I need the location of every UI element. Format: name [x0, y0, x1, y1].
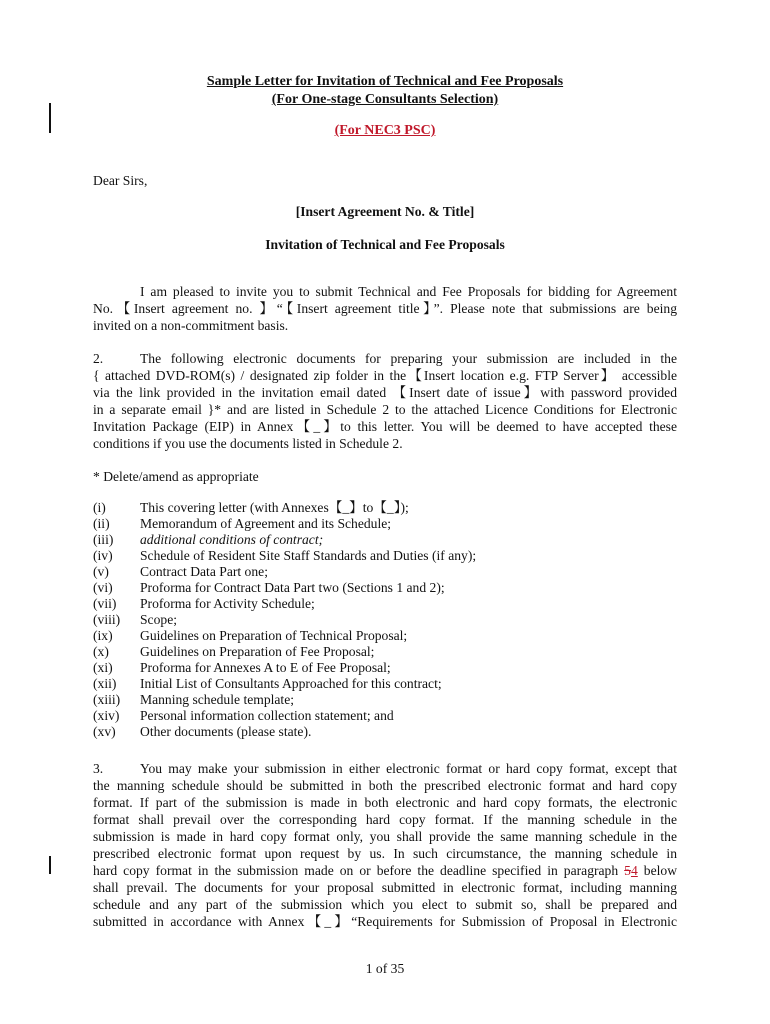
para3-line: schedule and any part of the submission which you elect to submit so, shall be prepared and [93, 897, 677, 912]
list-item-text: additional conditions of contract; [140, 532, 324, 547]
para2-line: Invitation Package (EIP) in Annex【_】to this letter. You will be deemed to have accepted these [93, 419, 677, 434]
list-item-number: (iii) [93, 532, 114, 547]
list-item-number: (vii) [93, 596, 117, 611]
para3-line-text: hard copy format in the submission made on or before the deadline specified in paragraph [93, 863, 625, 878]
list-item-text: Guidelines on Preparation of Fee Proposal; [140, 644, 375, 659]
para2-number: 2. [93, 351, 104, 366]
list-item-number: (viii) [93, 612, 121, 627]
para2-line: The following electronic documents for preparing your submission are included in the [140, 351, 677, 366]
list-item-number: (xiv) [93, 708, 120, 723]
title-line-3: (For NEC3 PSC) [334, 123, 436, 138]
struck-paragraph-number: 5 [624, 863, 631, 878]
para2-line: in a separate email }* and are listed in Schedule 2 to the attached Licence Conditions for Electronic [93, 402, 677, 417]
delete-amend-note: * Delete/amend as appropriate [93, 469, 259, 484]
paragraph-2 [93, 350, 677, 452]
para3-number: 3. [93, 761, 104, 776]
inserted-paragraph-number: 4 [630, 863, 638, 878]
title-line-1: Sample Letter for Invitation of Technical and Fee Proposals [206, 74, 564, 89]
change-bar-para3 [49, 856, 51, 874]
list-item-number: (xiii) [93, 692, 121, 707]
list-item-text: Proforma for Annexes A to E of Fee Proposal; [140, 660, 391, 675]
list-item-number: (xi) [93, 660, 113, 675]
title-line-2: (For One-stage Consultants Selection) [271, 92, 499, 107]
para2-line: via the link provided in the invitation email dated 【Insert date of issue】with password provided [93, 385, 677, 400]
para3-line: submission is made in hard copy format only, you shall provide the same manning schedule in the [93, 829, 677, 844]
para3-line: You may make your submission in either electronic format or hard copy format, except that [140, 761, 677, 776]
para3-line: prescribed electronic format upon request by us. In such circumstance, the manning schedule in [93, 846, 677, 861]
para3-line: shall prevail. The documents for your proposal submitted in electronic format, including manning [93, 880, 677, 895]
para2-line: conditions if you use the documents listed in Schedule 2. [93, 436, 403, 451]
para3-line: format. If part of the submission is made in both electronic and hard copy formats, the electronic [93, 795, 677, 810]
list-item-text: Initial List of Consultants Approached for this contract; [140, 676, 442, 691]
para3-line: the manning schedule should be submitted in both the prescribed electronic format and hard copy [93, 778, 677, 793]
list-item-text: Contract Data Part one; [140, 564, 268, 579]
paragraph-3 [93, 760, 677, 930]
list-item-number: (xv) [93, 724, 116, 739]
para1-line: No.【Insert agreement no. 】“【Insert agreement title】”. Please note that submissions are being [93, 301, 677, 316]
list-item-text: Personal information collection statement; and [140, 708, 394, 723]
invitation-heading: Invitation of Technical and Fee Proposals [265, 237, 505, 252]
list-item-text: Proforma for Contract Data Part two (Sections 1 and 2); [140, 580, 445, 595]
list-item-number: (xii) [93, 676, 117, 691]
para2-line: { attached DVD-ROM(s) / designated zip folder in the【Insert location e.g. FTP Server】 accessible [93, 368, 677, 383]
list-item-text: Manning schedule template; [140, 692, 295, 707]
para1-line: I am pleased to invite you to submit Technical and Fee Proposals for bidding for Agreement [140, 284, 677, 299]
list-item-number: (v) [93, 564, 109, 579]
para1-line: invited on a non-commitment basis. [93, 318, 289, 333]
page-number: 1 of 35 [365, 961, 405, 976]
list-item-number: (i) [93, 500, 106, 515]
after-reference-text: below [637, 863, 678, 878]
list-item-text: Schedule of Resident Site Staff Standards and Duties (if any); [140, 548, 477, 563]
para3-line: submitted in accordance with Annex【_】“Requirements for Submission of Proposal in Electronic [93, 914, 677, 929]
list-item-text: This covering letter (with Annexes【_】to【_】); [140, 500, 409, 515]
para3-line: format shall prevail over the corresponding hard copy format. If the manning schedule in the [93, 812, 677, 827]
list-item-text: Scope; [140, 612, 177, 627]
list-item-text: Memorandum of Agreement and its Schedule; [140, 516, 392, 531]
list-item-number: (x) [93, 644, 109, 659]
list-item-number: (vi) [93, 580, 113, 595]
list-item-number: (iv) [93, 548, 113, 563]
list-item-number: (ix) [93, 628, 113, 643]
list-item-text: Proforma for Activity Schedule; [140, 596, 315, 611]
agreement-heading: [Insert Agreement No. & Title] [295, 204, 475, 219]
para3-line-with-revision [93, 862, 677, 879]
salutation: Dear Sirs, [93, 173, 148, 188]
paragraph-1 [93, 283, 677, 334]
list-item-text: Other documents (please state). [140, 724, 312, 739]
list-item-number: (ii) [93, 516, 110, 531]
list-item-text: Guidelines on Preparation of Technical Proposal; [140, 628, 408, 643]
